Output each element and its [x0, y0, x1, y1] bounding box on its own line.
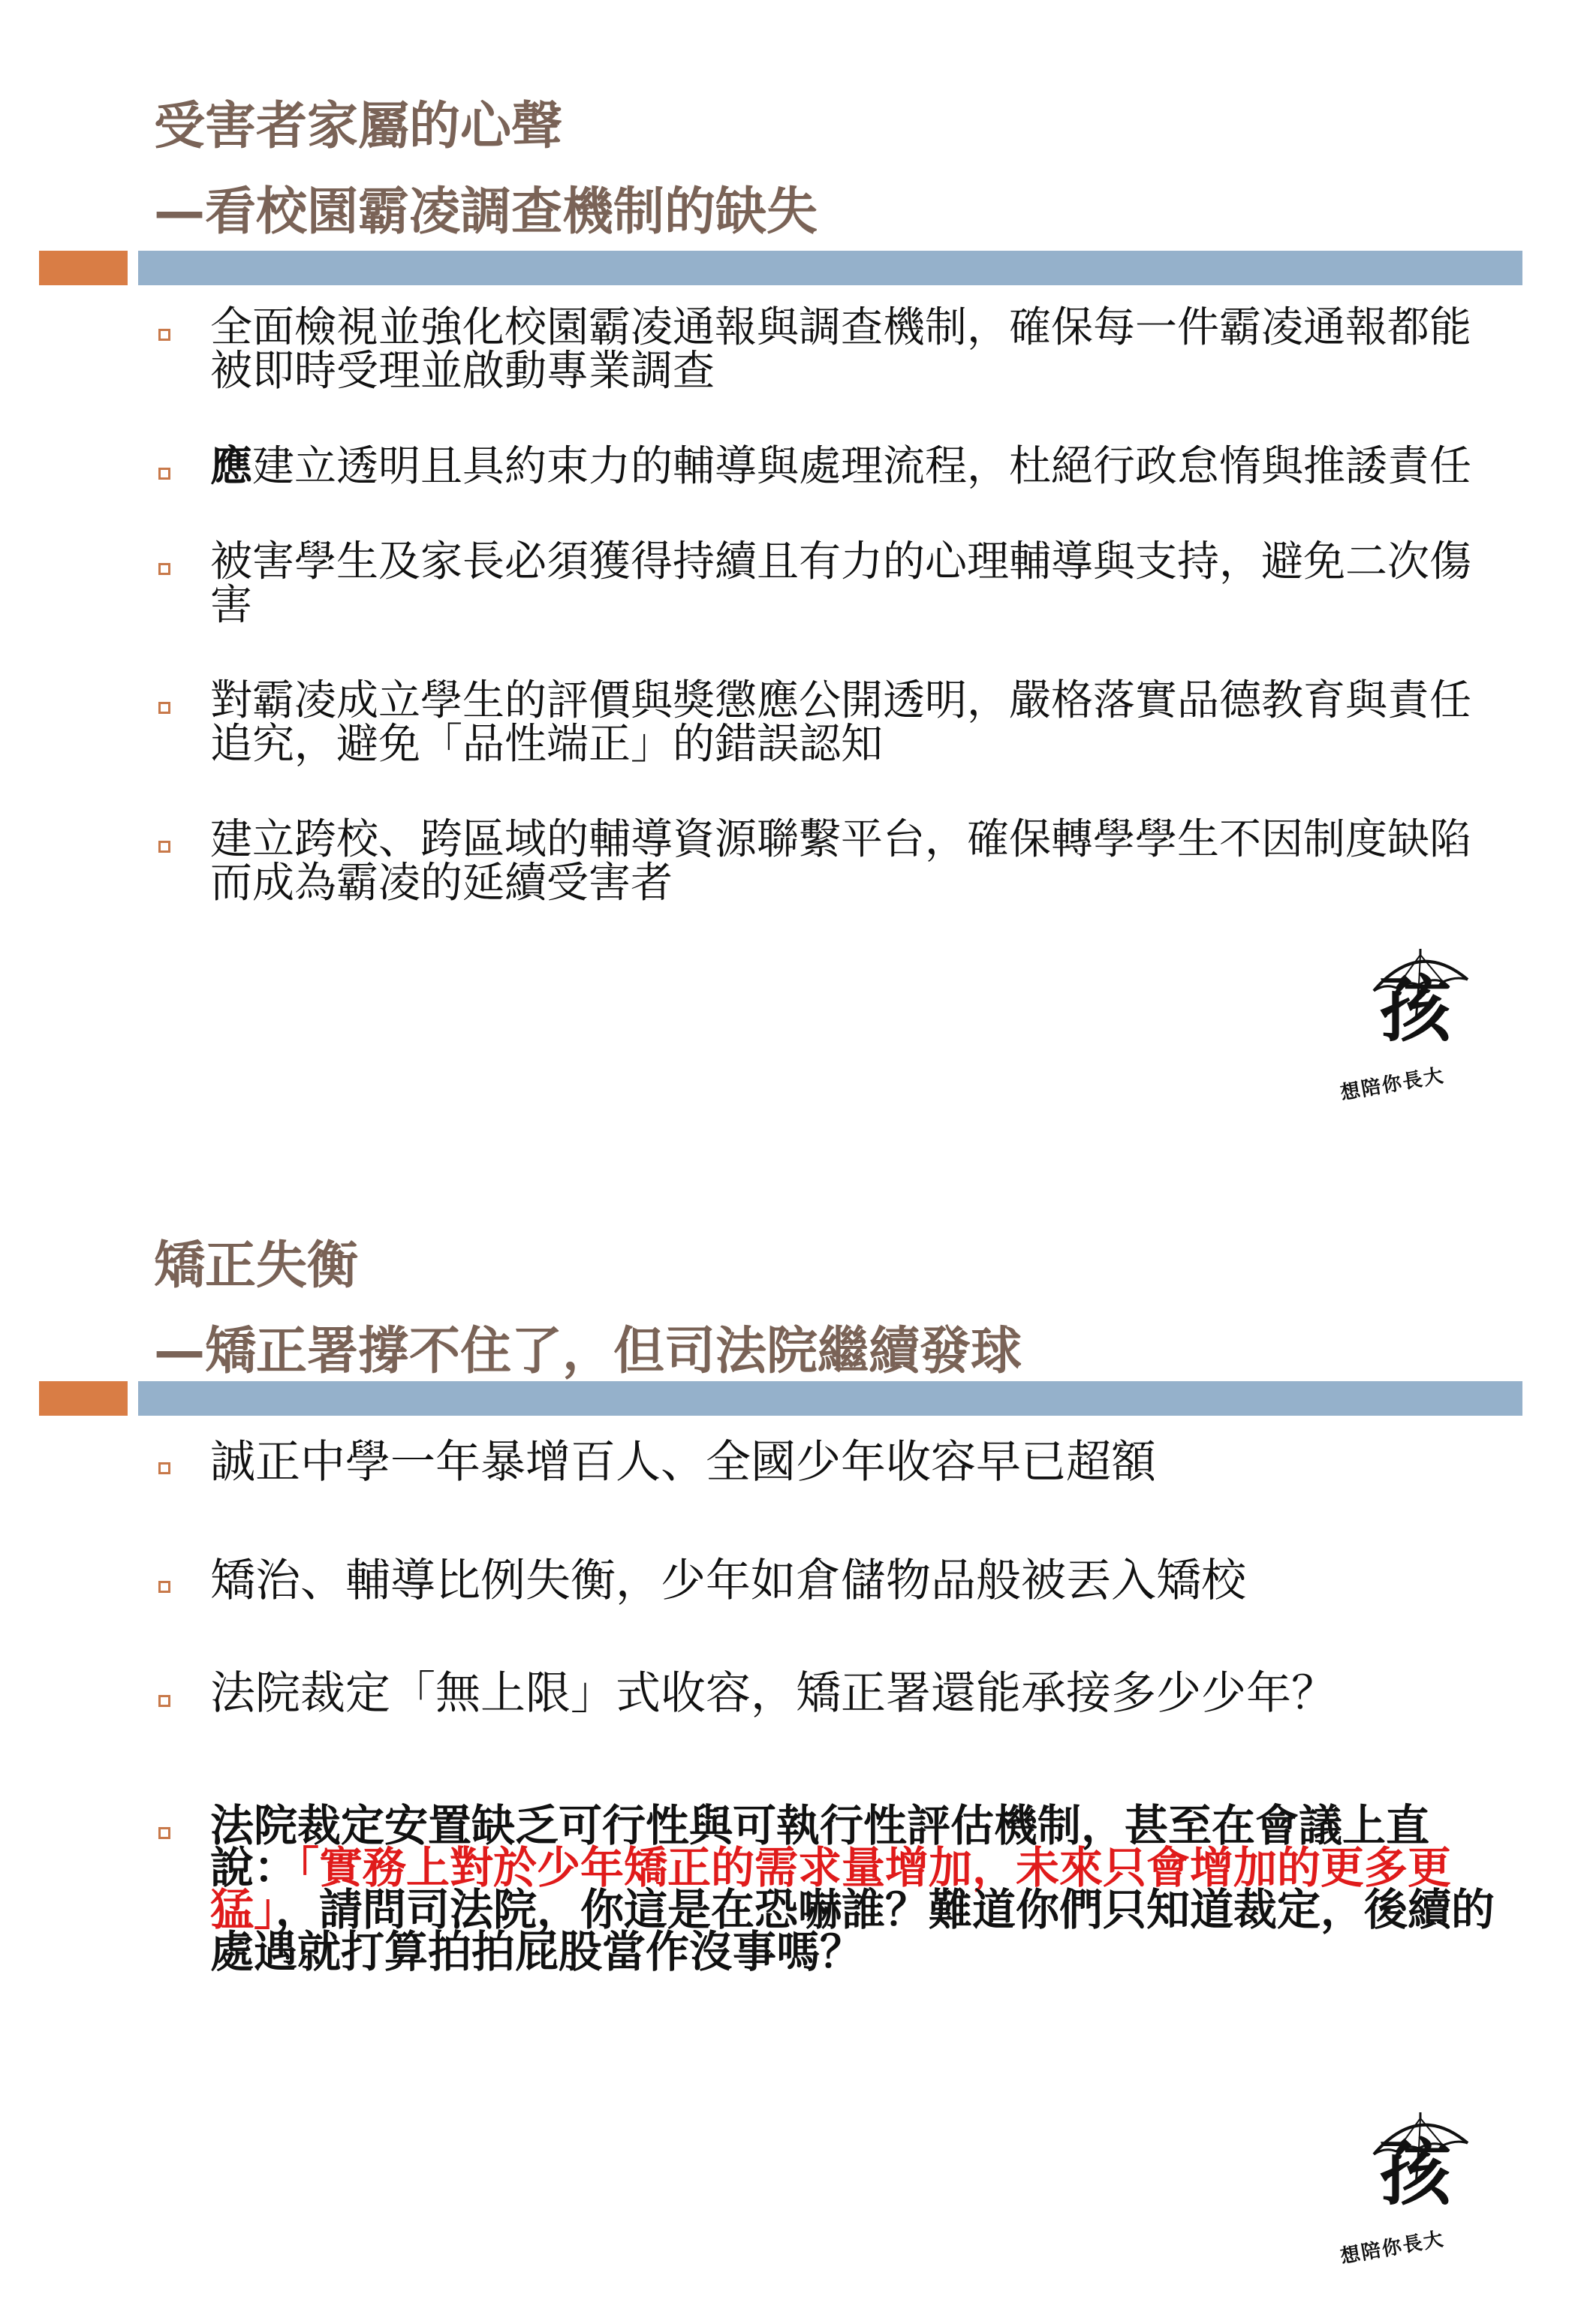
brand-logo	[1339, 938, 1494, 1133]
section-2-title	[154, 1224, 1022, 1395]
logo-tagline: 想陪你長大	[1339, 1064, 1447, 1105]
bullet-text: 誠正中學一年暴增百人、全國少年收容早已超額	[210, 1436, 1156, 1489]
section-2-bullet-list	[154, 1434, 1498, 1977]
bullet-lead: 應	[210, 442, 252, 491]
list-item	[154, 1434, 1498, 1491]
list-item	[154, 1667, 1498, 1720]
logo-character: 孩	[1379, 967, 1451, 1052]
square-bullet-icon	[158, 702, 170, 714]
section-1-title	[154, 84, 818, 255]
divider-accent-block	[39, 251, 128, 285]
bullet-text-part-1: 法院裁定安置缺乏可行性與可執行性評估機制，甚至在會議上直說：	[210, 1800, 1430, 1893]
bullet-text: 對霸凌成立學生的評價與獎懲應公開透明，嚴格落實品德教育與責任追究，避免「品性端正」的錯誤認知	[210, 676, 1471, 769]
divider-accent-block	[39, 1381, 128, 1416]
list-item	[154, 815, 1498, 908]
bullet-text: 建立透明且具約束力的輔導與處理流程，杜絕行政怠惰與推諉責任	[252, 442, 1471, 491]
square-bullet-icon	[158, 329, 170, 341]
bullet-text: 法院裁定「無上限」式收容，矯正署還能承接多少少年？	[210, 1667, 1336, 1720]
square-bullet-icon	[158, 468, 170, 480]
list-item	[154, 442, 1498, 491]
square-bullet-icon	[158, 1462, 170, 1474]
bullet-text: 矯治、輔導比例失衡，少年如倉儲物品般被丟入矯校	[210, 1555, 1246, 1607]
section-1-title-line-1: 受害者家屬的心聲	[154, 97, 563, 156]
list-item	[154, 1800, 1498, 1977]
square-bullet-icon	[158, 841, 170, 853]
list-item	[154, 537, 1498, 630]
divider-bar	[138, 1381, 1522, 1416]
square-bullet-icon	[158, 1695, 170, 1707]
section-1-divider	[39, 251, 1522, 285]
list-item	[154, 303, 1498, 396]
highlighted-quote: 「實務上對於少年矯正的需求量增加，未來只會增加的更多更猛」	[210, 1842, 1452, 1935]
section-1-bullet-list	[154, 303, 1498, 908]
square-bullet-icon	[158, 1581, 170, 1593]
bullet-text: 被害學生及家長必須獲得持續且有力的心理輔導與支持，避免二次傷害	[210, 537, 1471, 630]
bullet-text-part-2: ，請問司法院，你這是在恐嚇誰？難道你們只知道裁定，後續的處遇就打算拍拍屁股當作沒事嗎？	[210, 1884, 1495, 1977]
bullet-text: 建立跨校、跨區域的輔導資源聯繫平台，確保轉學學生不因制度缺陷而成為霸凌的延續受害者	[210, 815, 1471, 908]
section-2-divider	[39, 1381, 1522, 1416]
section-2-title-line-2: —矯正署撐不住了，但司法院繼續發球	[154, 1322, 1022, 1381]
section-2-title-line-1: 矯正失衡	[154, 1236, 359, 1296]
divider-bar	[138, 251, 1522, 285]
bullet-text: 全面檢視並強化校園霸凌通報與調查機制，確保每一件霸凌通報都能被即時受理並啟動專業調查	[210, 303, 1471, 396]
section-1-title-line-2: —看校園霸凌調查機制的缺失	[154, 182, 818, 242]
brand-logo	[1339, 2102, 1494, 2297]
square-bullet-icon	[158, 1827, 170, 1839]
list-item	[154, 1552, 1498, 1609]
logo-character: 孩	[1379, 2130, 1451, 2215]
logo-tagline: 想陪你長大	[1339, 2227, 1447, 2268]
list-item	[154, 676, 1498, 769]
square-bullet-icon	[158, 563, 170, 575]
